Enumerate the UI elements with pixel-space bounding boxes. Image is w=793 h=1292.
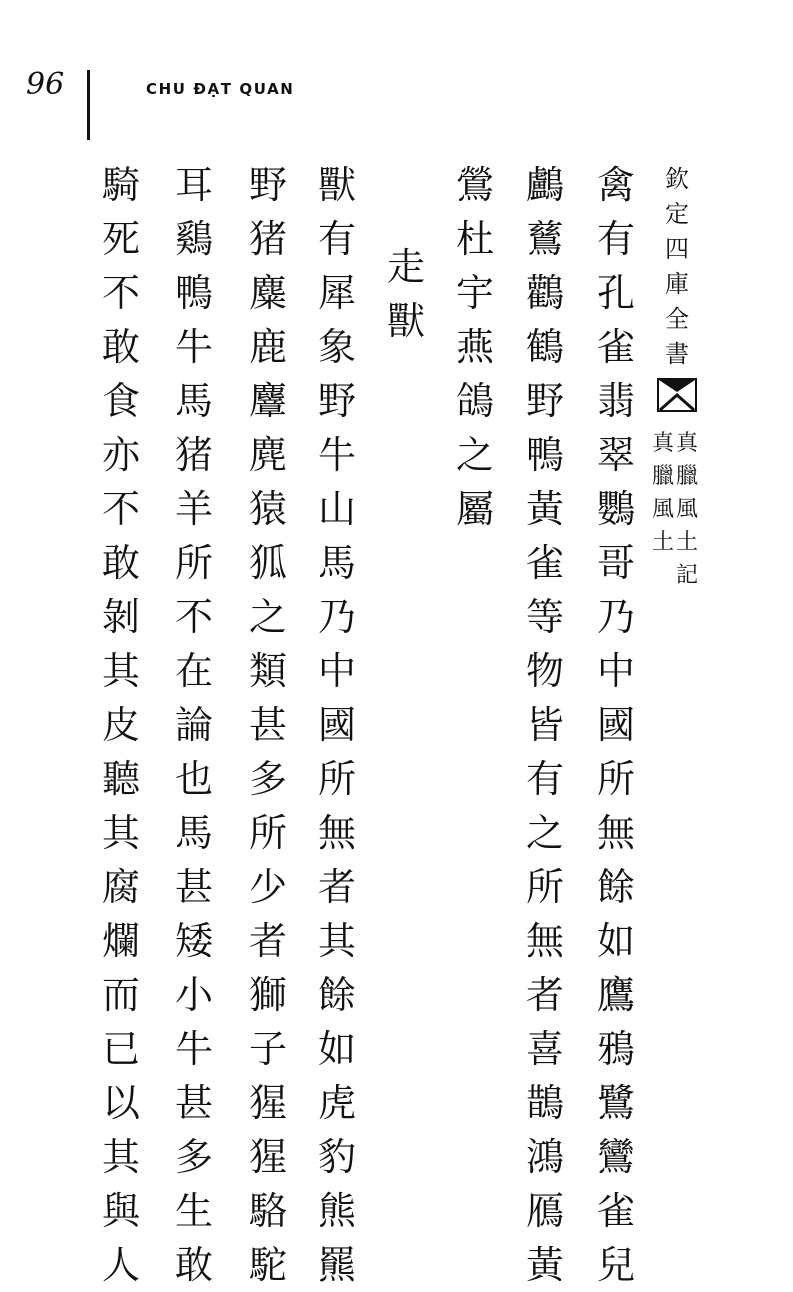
glyph: 真	[651, 431, 674, 456]
glyph: 庫	[665, 270, 689, 298]
glyph: 如	[317, 1027, 356, 1071]
text-column-7	[170, 158, 218, 1292]
glyph: 野	[525, 379, 564, 423]
glyph: 生	[174, 1189, 213, 1233]
glyph: 黃	[525, 487, 564, 531]
glyph: 不	[101, 487, 140, 531]
glyph: 死	[101, 217, 140, 261]
glyph: 土	[675, 530, 698, 555]
glyph: 多	[248, 757, 287, 801]
glyph: 甚	[174, 865, 213, 909]
glyph: 禽	[596, 163, 635, 207]
glyph: 燕	[455, 325, 494, 369]
glyph: 野	[317, 379, 356, 423]
glyph: 聽	[101, 757, 140, 801]
glyph: 記	[675, 563, 698, 588]
glyph: 乃	[596, 595, 635, 639]
glyph: 象	[317, 325, 356, 369]
glyph: 鸚	[596, 487, 635, 531]
glyph: 皮	[101, 703, 140, 747]
text-column-8	[97, 158, 145, 1292]
fish-tail-mark-icon	[657, 378, 697, 416]
glyph: 鴿	[455, 379, 494, 423]
text-column-1	[592, 158, 640, 1292]
glyph: 雀	[596, 1189, 635, 1233]
glyph: 以	[101, 1081, 140, 1125]
glyph: 麞	[248, 379, 287, 423]
glyph: 屬	[455, 487, 494, 531]
glyph: 羆	[317, 1243, 356, 1287]
glyph: 書	[665, 340, 689, 368]
glyph: 牛	[174, 1027, 213, 1071]
glyph: 獸	[317, 163, 356, 207]
glyph: 麂	[248, 433, 287, 477]
glyph: 馬	[174, 811, 213, 855]
glyph: 哥	[596, 541, 635, 585]
glyph: 乃	[317, 595, 356, 639]
glyph: 風	[675, 497, 698, 522]
glyph: 子	[248, 1027, 287, 1071]
glyph: 矮	[174, 919, 213, 963]
glyph: 剝	[101, 595, 140, 639]
banner	[654, 162, 700, 428]
glyph: 物	[525, 649, 564, 693]
glyph: 之	[525, 811, 564, 855]
glyph: 兒	[596, 1243, 635, 1287]
glyph: 鴨	[525, 433, 564, 477]
glyph: 亦	[101, 433, 140, 477]
glyph: 與	[101, 1189, 140, 1233]
glyph: 餘	[317, 973, 356, 1017]
glyph: 者	[317, 865, 356, 909]
glyph: 其	[101, 649, 140, 693]
glyph: 不	[101, 271, 140, 315]
glyph: 猩	[248, 1135, 287, 1179]
glyph: 鶿	[525, 217, 564, 261]
glyph: 無	[317, 811, 356, 855]
glyph: 鴻	[525, 1135, 564, 1179]
glyph: 餘	[596, 865, 635, 909]
glyph: 所	[248, 811, 287, 855]
section-heading	[382, 240, 430, 348]
glyph: 無	[596, 811, 635, 855]
glyph: 食	[101, 379, 140, 423]
glyph: 者	[248, 919, 287, 963]
glyph: 鷹	[596, 973, 635, 1017]
glyph: 已	[101, 1027, 140, 1071]
glyph: 全	[665, 305, 689, 333]
glyph: 宇	[455, 271, 494, 315]
glyph: 論	[174, 703, 213, 747]
glyph: 雀	[525, 541, 564, 585]
glyph: 等	[525, 595, 564, 639]
glyph: 臘	[651, 464, 674, 489]
glyph: 鹿	[248, 325, 287, 369]
glyph: 國	[596, 703, 635, 747]
text-column-3	[451, 158, 499, 536]
glyph: 獅	[248, 973, 287, 1017]
glyph: 鷄	[174, 217, 213, 261]
glyph: 鴨	[174, 271, 213, 315]
glyph: 所	[174, 541, 213, 585]
glyph: 真	[675, 431, 698, 456]
glyph: 鴈	[525, 1189, 564, 1233]
glyph: 皆	[525, 703, 564, 747]
banner-subtitle-left	[646, 427, 680, 559]
glyph: 其	[317, 919, 356, 963]
glyph: 不	[174, 595, 213, 639]
glyph: 中	[596, 649, 635, 693]
glyph: 鴉	[596, 1027, 635, 1071]
glyph: 腐	[101, 865, 140, 909]
glyph: 杜	[455, 217, 494, 261]
glyph: 駝	[248, 1243, 287, 1287]
glyph: 其	[101, 1135, 140, 1179]
glyph: 翠	[596, 433, 635, 477]
text-column-6	[244, 158, 292, 1292]
glyph: 之	[248, 595, 287, 639]
glyph: 獸	[386, 299, 425, 343]
glyph: 鵲	[525, 1081, 564, 1125]
glyph: 而	[101, 973, 140, 1017]
glyph: 人	[101, 1243, 140, 1287]
glyph: 猪	[248, 217, 287, 261]
glyph: 也	[174, 757, 213, 801]
glyph: 無	[525, 919, 564, 963]
glyph: 小	[174, 973, 213, 1017]
glyph: 翡	[596, 379, 635, 423]
glyph: 騎	[101, 163, 140, 207]
glyph: 爛	[101, 919, 140, 963]
glyph: 牛	[174, 325, 213, 369]
glyph: 猩	[248, 1081, 287, 1125]
glyph: 鶯	[455, 163, 494, 207]
glyph: 臘	[675, 464, 698, 489]
glyph: 四	[665, 235, 689, 263]
glyph: 虎	[317, 1081, 356, 1125]
glyph: 其	[101, 811, 140, 855]
glyph: 鸛	[525, 271, 564, 315]
glyph: 走	[386, 245, 425, 289]
banner-title	[665, 162, 689, 372]
glyph: 所	[525, 865, 564, 909]
glyph: 欽	[665, 165, 689, 193]
glyph: 類	[248, 649, 287, 693]
glyph: 者	[525, 973, 564, 1017]
running-head: CHU ĐẠT QUAN	[146, 80, 295, 98]
glyph: 麋	[248, 271, 287, 315]
glyph: 鷺	[596, 1081, 635, 1125]
glyph: 敢	[101, 325, 140, 369]
glyph: 牛	[317, 433, 356, 477]
glyph: 有	[525, 757, 564, 801]
glyph: 鸕	[525, 163, 564, 207]
glyph: 猪	[174, 433, 213, 477]
text-column-5	[313, 158, 361, 1292]
glyph: 鶴	[525, 325, 564, 369]
glyph: 多	[174, 1135, 213, 1179]
glyph: 羊	[174, 487, 213, 531]
glyph: 黃	[525, 1243, 564, 1287]
header-rule	[87, 70, 90, 140]
glyph: 雀	[596, 325, 635, 369]
glyph: 猿	[248, 487, 287, 531]
glyph: 敢	[101, 541, 140, 585]
glyph: 孔	[596, 271, 635, 315]
glyph: 所	[596, 757, 635, 801]
glyph: 鸞	[596, 1135, 635, 1179]
glyph: 有	[317, 217, 356, 261]
glyph: 定	[665, 200, 689, 228]
glyph: 如	[596, 919, 635, 963]
glyph: 中	[317, 649, 356, 693]
glyph: 甚	[248, 703, 287, 747]
glyph: 甚	[174, 1081, 213, 1125]
glyph: 喜	[525, 1027, 564, 1071]
glyph: 風	[651, 497, 674, 522]
glyph: 熊	[317, 1189, 356, 1233]
glyph: 野	[248, 163, 287, 207]
glyph: 敢	[174, 1243, 213, 1287]
glyph: 耳	[174, 163, 213, 207]
glyph: 馬	[174, 379, 213, 423]
glyph: 之	[455, 433, 494, 477]
text-column-2	[521, 158, 569, 1292]
glyph: 駱	[248, 1189, 287, 1233]
glyph: 犀	[317, 271, 356, 315]
glyph: 馬	[317, 541, 356, 585]
glyph: 豹	[317, 1135, 356, 1179]
glyph: 有	[596, 217, 635, 261]
glyph: 在	[174, 649, 213, 693]
glyph: 山	[317, 487, 356, 531]
glyph: 狐	[248, 541, 287, 585]
glyph: 所	[317, 757, 356, 801]
glyph: 少	[248, 865, 287, 909]
glyph: 國	[317, 703, 356, 747]
glyph: 土	[651, 530, 674, 555]
page-number: 96	[26, 67, 65, 102]
